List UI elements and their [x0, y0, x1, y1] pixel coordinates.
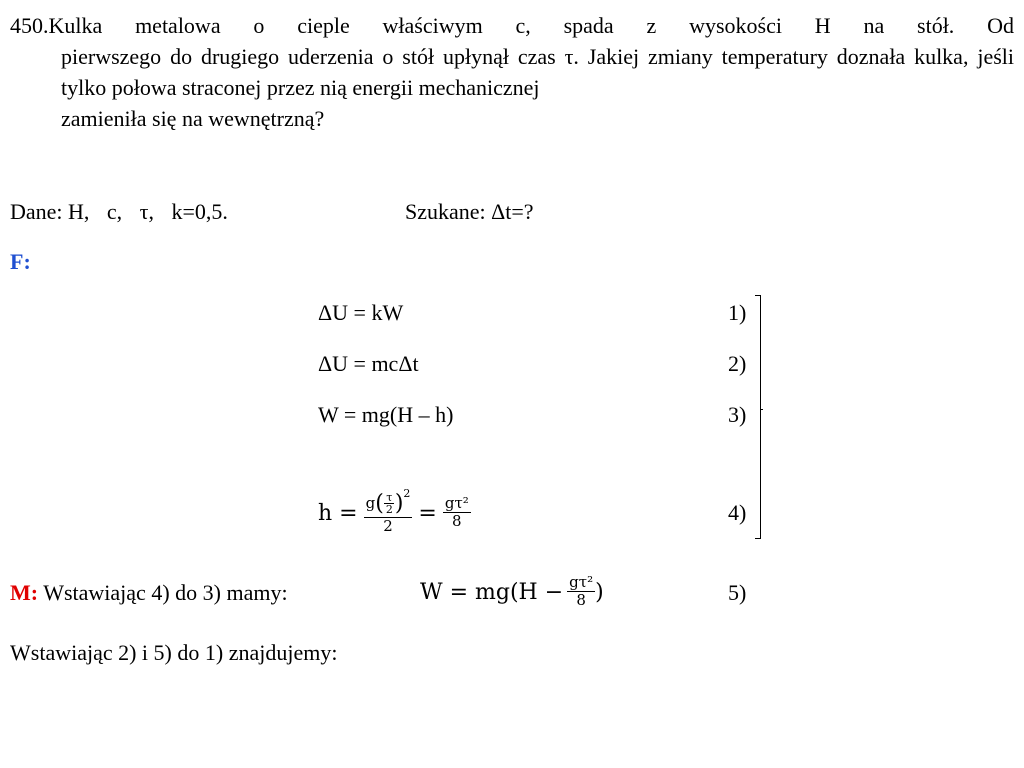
equation-4 [318, 470, 471, 556]
problem-number: 450. [10, 13, 49, 38]
right-paren: ) [394, 491, 404, 517]
given-values: H, c, τ, k=0,5. [68, 199, 228, 224]
equation-group-bracket [755, 295, 761, 539]
problem-line1: Kulka metalowa o cieple właściwym c, spada z wysokości H na stół. Od [48, 13, 1014, 38]
equation-1-number: 1) [728, 300, 747, 325]
math-text: Wstawiając 4) do 3) mamy: [43, 580, 288, 605]
equation-2-number: 2) [728, 351, 747, 376]
inner-fraction-denominator: 2 [385, 503, 393, 517]
equation-5-fraction [567, 575, 595, 608]
equation-3-number: 3) [728, 402, 747, 427]
fraction-2-numerator: gτ² [444, 494, 469, 513]
inner-fraction [384, 492, 395, 517]
fraction-1-exponent: 2 [403, 487, 411, 501]
math-label: M: [10, 580, 39, 605]
final-text: Wstawiając 2) i 5) do 1) znajdujemy: [10, 640, 338, 665]
equation-5 [420, 562, 604, 622]
equation-5-lhs: W = mg(H − [420, 579, 564, 605]
equation-5-numerator: gτ² [569, 573, 594, 592]
fraction-2-denominator: 8 [452, 512, 462, 531]
equation-4-equals: = [418, 500, 437, 526]
problem-first-line [10, 10, 1014, 41]
physics-label: F: [10, 249, 31, 274]
given-line [10, 199, 228, 225]
sought: Szukane: Δt=? [405, 199, 534, 224]
equation-2: ΔU = mcΔt [318, 351, 419, 376]
problem-body-text: pierwszego do drugiego uderzenia o stół upłynął czas τ. Jakiej zmiany temperatury doznała kulka, jeśli tylko połowa straconej przez nią energii mechanicznej [61, 44, 1014, 100]
problem-statement [10, 10, 1014, 134]
equation-5-close: ) [595, 579, 604, 605]
fraction-1-numerator [364, 487, 413, 518]
problem-last-line: zamieniła się na wewnętrzną? [61, 106, 325, 131]
equation-4-lhs: h = [318, 500, 358, 526]
math-section-line [10, 580, 288, 606]
bracket-tick [760, 409, 763, 410]
equation-3: W = mg(H – h) [318, 402, 454, 427]
fraction-1-g: g [365, 494, 376, 513]
left-paren: ( [375, 491, 384, 517]
inner-fraction-numerator: τ [386, 490, 393, 504]
equation-4-fraction-2 [443, 496, 471, 529]
equation-4-number: 4) [728, 500, 747, 525]
fraction-1-denominator: 2 [383, 516, 393, 535]
equation-5-number: 5) [728, 580, 747, 605]
equation-1: ΔU = kW [318, 300, 404, 325]
given-label: Dane: [10, 199, 63, 224]
equation-4-fraction-1 [364, 487, 413, 535]
equation-5-denominator: 8 [576, 591, 586, 610]
problem-body [10, 41, 1014, 134]
